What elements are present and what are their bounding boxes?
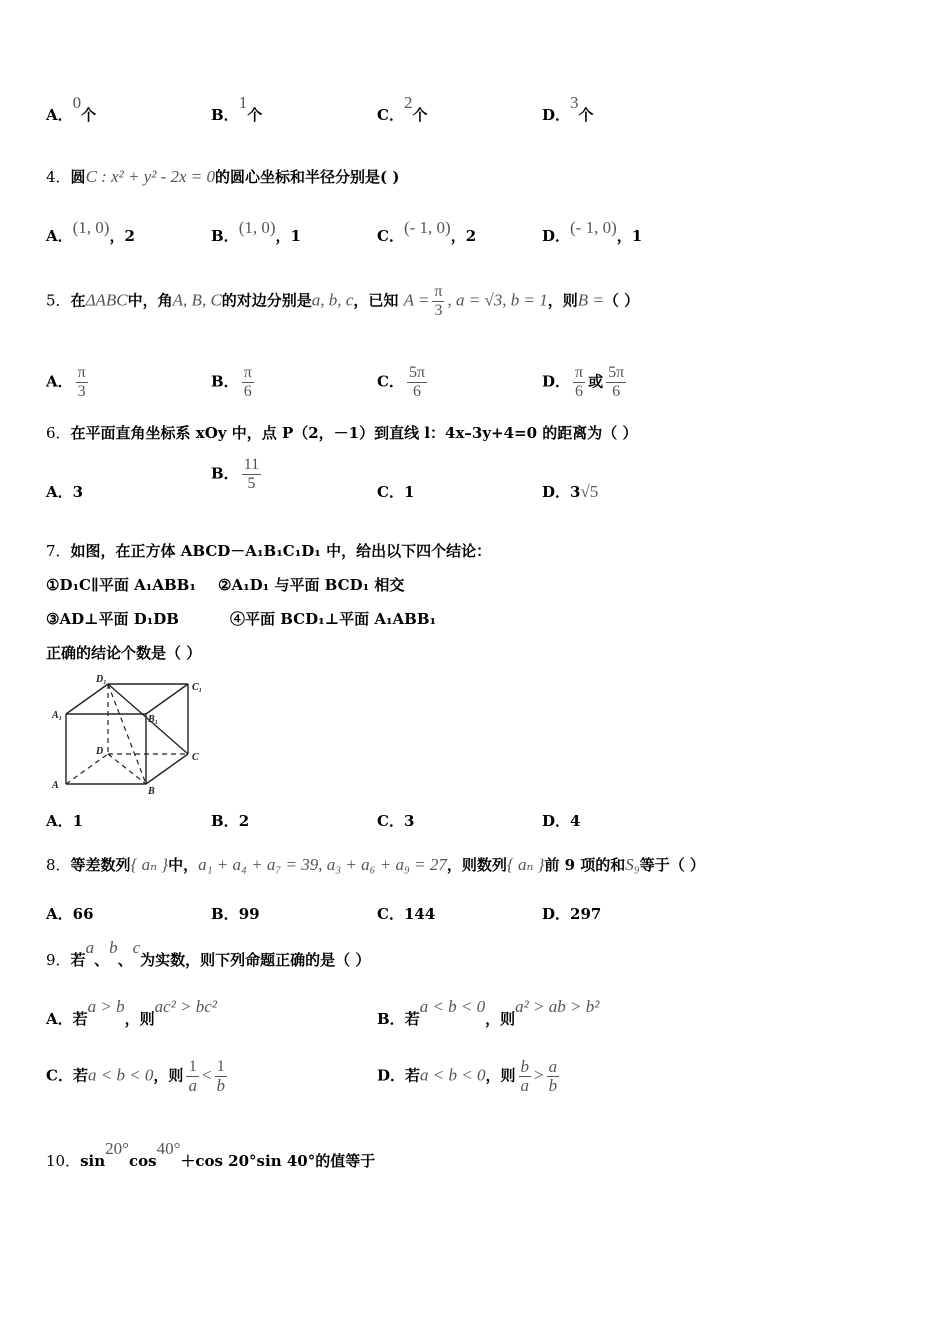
q5-option-b: B． $\frac{\pi}{6}$ bbox=[211, 364, 252, 400]
q7-option-c: C．3 bbox=[377, 812, 415, 830]
cube-figure bbox=[46, 672, 216, 800]
q9-option-a: A．若a > b，则ac² > bc² bbox=[46, 997, 217, 1028]
q3-option-a: A．0个 bbox=[46, 93, 97, 124]
q8-option-c: C．144 bbox=[377, 905, 436, 923]
q7-stem: 7．如图，在正方体 ABCD－A₁B₁C₁D₁ 中，给出以下四个结论： bbox=[46, 542, 492, 560]
q3-option-b: B．1个 bbox=[211, 93, 263, 124]
q9-option-d: D．若a < b < 0，则 $\frac{b}{a}$ > $\frac{a}{b}$ bbox=[377, 1057, 558, 1095]
label-a1: A₁ bbox=[52, 710, 63, 721]
q9-stem: 9．若a、b、c为实数，则下列命题正确的是（ ） bbox=[46, 938, 371, 969]
q4-option-d: D．(- 1, 0)，1 bbox=[542, 218, 643, 245]
q3-option-c: C．2个 bbox=[377, 93, 428, 124]
q7-question: 正确的结论个数是（ ） bbox=[46, 644, 202, 662]
q6-option-d: D．3√5 bbox=[542, 482, 599, 501]
q5-option-a: A． $\frac{\pi}{3}$ bbox=[46, 364, 86, 400]
label-a: A bbox=[52, 780, 59, 791]
q7-option-b: B．2 bbox=[211, 812, 250, 830]
label-d1: D₁ bbox=[96, 674, 107, 685]
q8-stem: 8．等差数列{ aₙ }中，a₁ + a₄ + a₇ = 39, a₃ + a₆ + a₉ = 27，则数列{ aₙ }前 9 项的和S₉等于（ ） bbox=[46, 855, 705, 874]
q8-option-a: A．66 bbox=[46, 905, 94, 923]
label-c1: C₁ bbox=[192, 682, 203, 693]
q8-option-d: D．297 bbox=[542, 905, 602, 923]
q7-conclusion-3: ③AD⊥平面 D₁DB bbox=[46, 610, 179, 628]
label-b: B bbox=[148, 786, 155, 797]
q7-conclusion-2: ②A₁D₁ 与平面 BCD₁ 相交 bbox=[218, 576, 405, 594]
label-d: D bbox=[96, 746, 104, 757]
label-c: C bbox=[192, 752, 199, 763]
q7-option-d: D．4 bbox=[542, 812, 581, 830]
q5-option-d: D． $\frac{\pi}{6}$ 或 $\frac{5\pi}{6}$ bbox=[542, 364, 625, 400]
q7-option-a: A．1 bbox=[46, 812, 84, 830]
q5-stem: 5．在ΔABC中，角A, B, C的对边分别是a, b, c，已知 A = $\frac{\pi}{3}$ , a = √3, b = 1，则B =（ ） bbox=[46, 283, 640, 319]
q6-stem: 6．在平面直角坐标系 xOy 中，点 P（2，－1）到直线 l：4x–3y+4=0 的距离为（ ） bbox=[46, 424, 638, 442]
q3-option-d: D．3个 bbox=[542, 93, 594, 124]
q4-option-c: C．(- 1, 0)，2 bbox=[377, 218, 477, 245]
q10-stem: 10．sin20°cos40°＋cos 20°sin 40°的值等于 bbox=[46, 1139, 376, 1170]
q7-conclusion-1: ①D₁C∥平面 A₁ABB₁ bbox=[46, 576, 196, 594]
q4-stem: 4．圆C : x² + y² - 2x = 0的圆心坐标和半径分别是( ) bbox=[46, 167, 400, 186]
q7-conclusion-4: ④平面 BCD₁⊥平面 A₁ABB₁ bbox=[230, 610, 437, 628]
q5-condition-fraction: $\frac{\pi}{3}$ bbox=[434, 283, 443, 319]
q9-option-b: B．若a < b < 0，则a² > ab > b² bbox=[377, 997, 600, 1028]
label-b1: B₁ bbox=[148, 714, 159, 725]
q8-option-b: B．99 bbox=[211, 905, 260, 923]
q4-option-a: A．(1, 0)，2 bbox=[46, 218, 135, 245]
q6-option-c: C．1 bbox=[377, 483, 415, 501]
q5-option-c: C． $\frac{5\pi}{6}$ bbox=[377, 364, 426, 400]
q9-option-c: C．若a < b < 0，则 $\frac{1}{a}$ < $\frac{1}{b}$ bbox=[46, 1058, 226, 1095]
q4-option-b: B．(1, 0)，1 bbox=[211, 218, 301, 245]
q6-option-a: A．3 bbox=[46, 483, 84, 501]
q6-option-b: B． $\frac{11}{5}$ bbox=[211, 456, 260, 492]
